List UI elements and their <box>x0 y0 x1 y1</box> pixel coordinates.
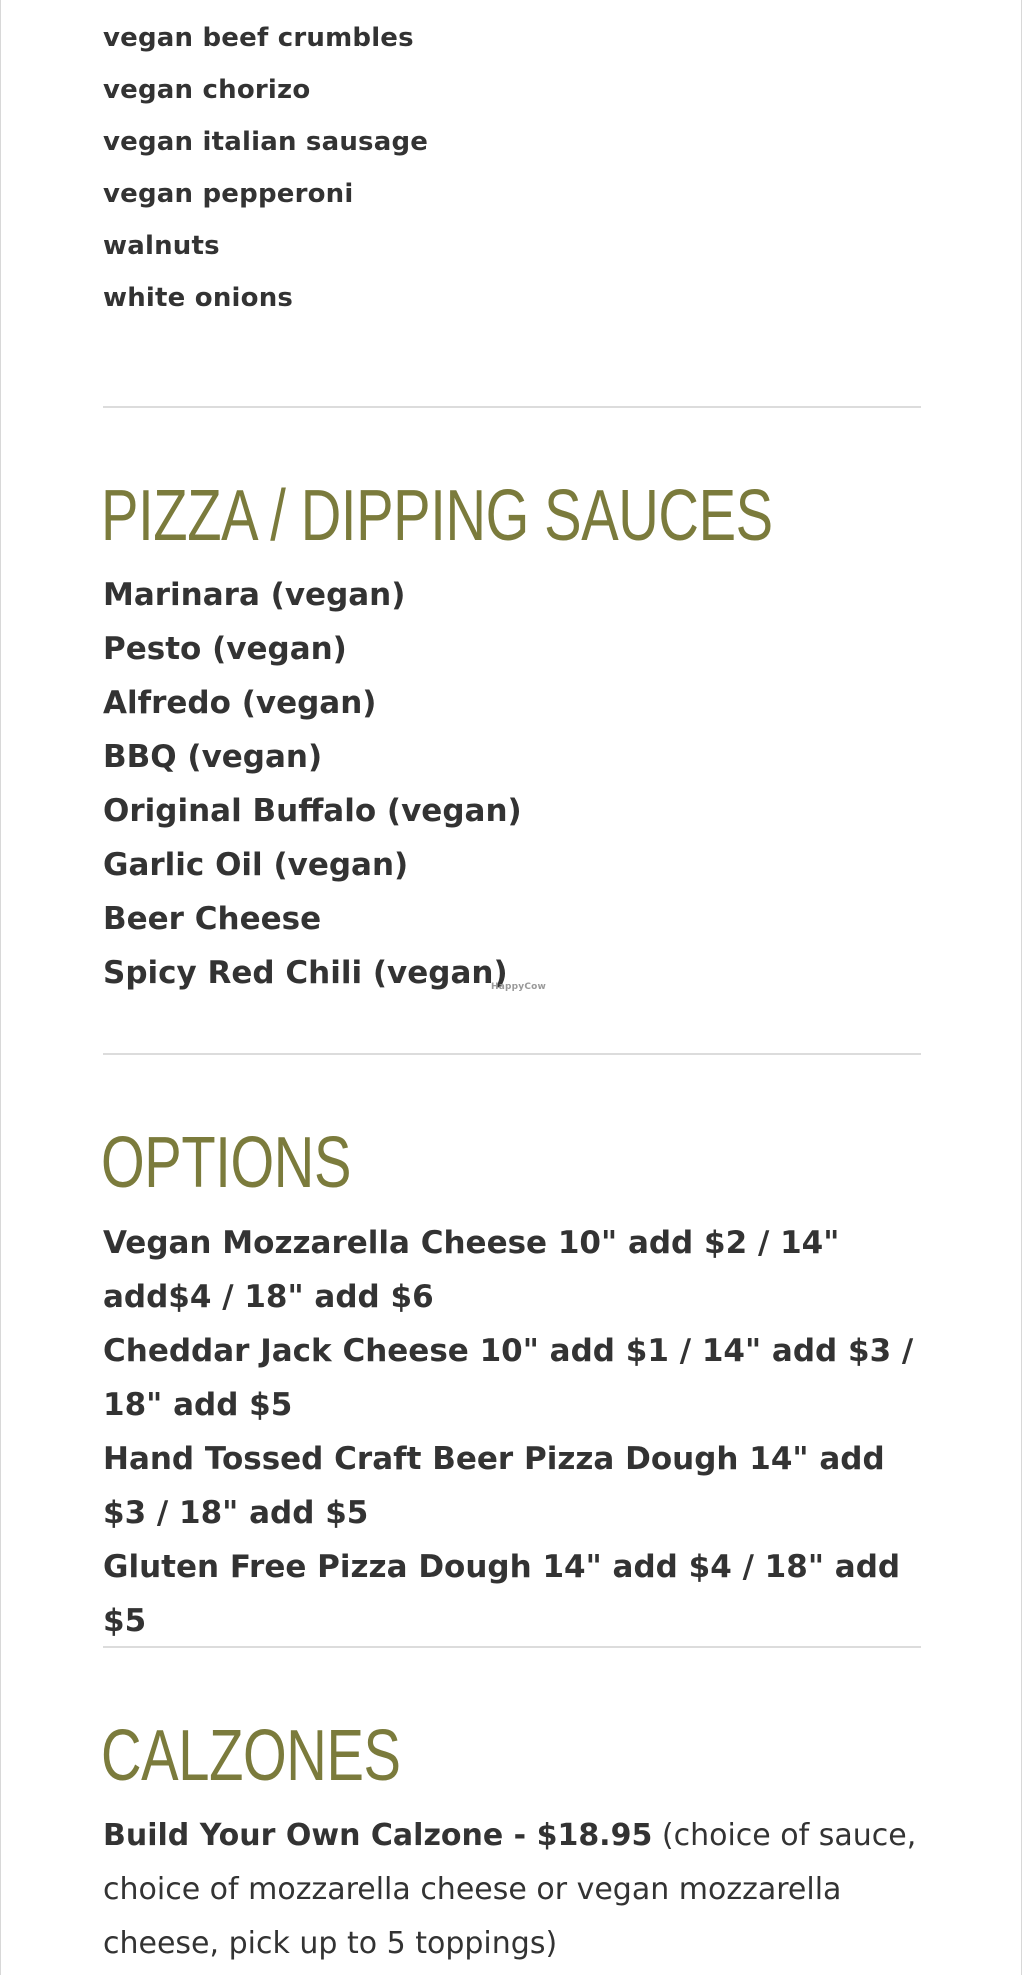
sauce-item: Pesto (vegan) <box>103 631 347 667</box>
sauce-item: Marinara (vegan) <box>103 577 406 613</box>
calzone-description: (choice of sauce, choice of mozzarella cheese or vegan mozzarella cheese, pick up to 5 toppings) <box>103 1818 917 1961</box>
option-item: Gluten Free Pizza Dough 14" add $4 / 18" add $5 <box>103 1549 901 1639</box>
option-list <box>103 1216 921 1648</box>
calzones-section-title: CALZONES <box>101 1716 401 1796</box>
sauce-item: Spicy Red Chili (vegan) <box>103 955 508 991</box>
topping-item: vegan chorizo <box>103 75 311 105</box>
sauce-item: Alfredo (vegan) <box>103 685 377 721</box>
topping-item: white onions <box>103 283 294 313</box>
option-item: Hand Tossed Craft Beer Pizza Dough 14" add $3 / 18" add $5 <box>103 1441 885 1531</box>
sauce-item: Garlic Oil (vegan) <box>103 847 409 883</box>
happycow-watermark: HappyCow <box>491 982 547 992</box>
topping-item: vegan beef crumbles <box>103 23 414 53</box>
calzone-name: Build Your Own Calzone - $18.95 <box>103 1818 653 1853</box>
option-item: Cheddar Jack Cheese 10" add $1 / 14" add $3 / 18" add $5 <box>103 1333 914 1423</box>
option-item: Vegan Mozzarella Cheese 10" add $2 / 14" add$4 / 18" add $6 <box>103 1225 840 1315</box>
topping-item: walnuts <box>103 231 220 261</box>
sauce-item: BBQ (vegan) <box>103 739 323 775</box>
section-divider <box>103 406 921 408</box>
section-divider <box>103 1646 921 1648</box>
topping-item: vegan pepperoni <box>103 179 354 209</box>
options-section-title: OPTIONS <box>101 1123 352 1203</box>
topping-list <box>103 12 921 324</box>
topping-item: vegan italian sausage <box>103 127 429 157</box>
sauces-section-title: PIZZA / DIPPING SAUCES <box>101 476 773 556</box>
calzone-item <box>103 1809 921 1971</box>
section-divider <box>103 1053 921 1055</box>
sauce-item: Original Buffalo (vegan) <box>103 793 522 829</box>
sauce-item: Beer Cheese <box>103 901 322 937</box>
sauce-list <box>103 568 921 1000</box>
